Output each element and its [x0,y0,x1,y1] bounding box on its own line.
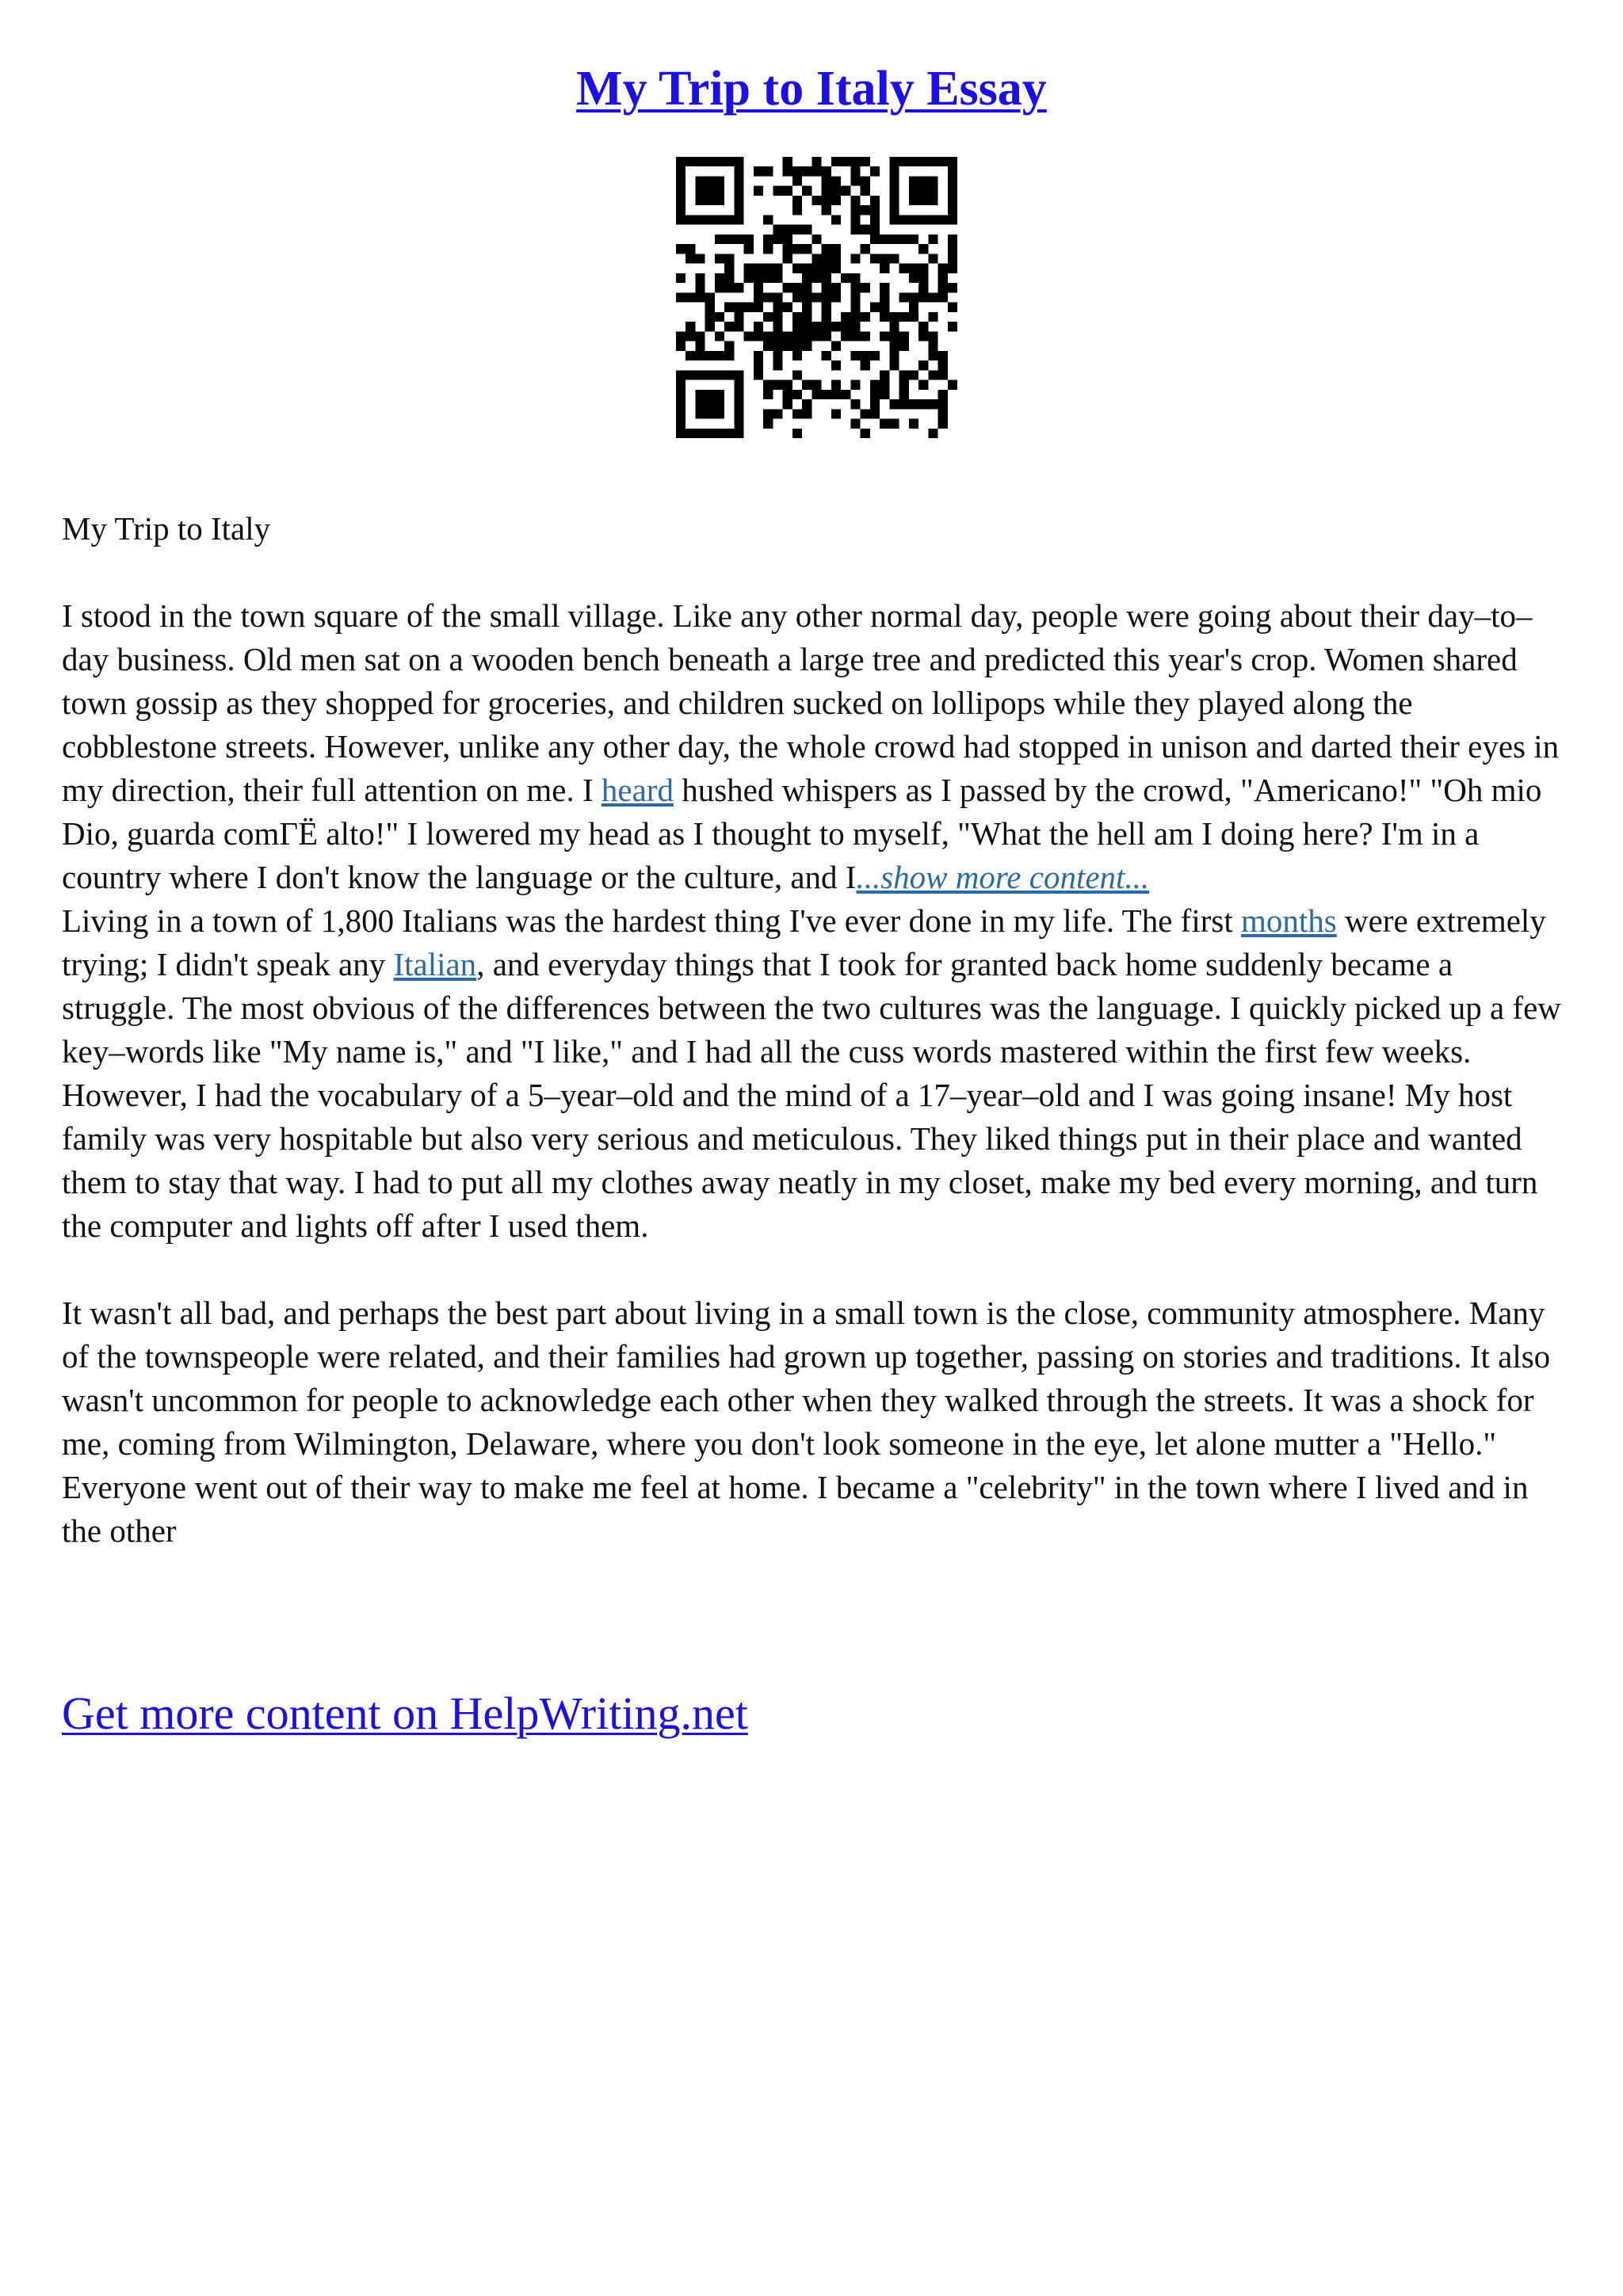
qr-code-graphic [676,157,957,438]
link-heard[interactable]: heard [601,772,674,808]
qr-code-icon [676,157,957,438]
title-link[interactable]: My Trip to Italy Essay [576,62,1047,116]
essay-body [62,507,1568,1553]
paragraph-2-text-b: were extremely trying; I didn't speak any [62,902,1546,982]
paragraph-1 [62,594,1568,899]
paragraph-3: It wasn't all bad, and perhaps the best part about living in a small town is the close, community atmosphere. Many of the townspeople were related, and their families had grown up together, passing on stories and traditions. It also wasn't uncommon for people to acknowledge each other when they walked through the streets. It was a shock for me, coming from Wilmington, Delaware, where you don't look someone in the eye, let alone mutter a "Hello." Everyone went out of their way to make me feel at home. I became a "celebrity" in the town where I lived and in the other [62,1295,1551,1549]
show-more-link[interactable]: ...show more content... [856,859,1150,895]
essay-heading: My Trip to Italy [62,510,271,547]
link-months[interactable]: months [1240,902,1337,939]
paragraph-1-text-b: hushed whispers as I passed by the crowd, "Americano!" "Oh mio Dio, guarda comΓË alto!" I lowered my head as I thought to myself, "What the hell am I doing here? I'm in a country where I don't know the language or the culture, and I [62,772,1542,895]
footer-cta [62,1686,748,1741]
link-italian[interactable]: Italian [393,946,477,982]
paragraph-2 [62,899,1568,1248]
get-more-content-link[interactable]: Get more content on HelpWriting.net [62,1688,748,1739]
paragraph-2-text-a: Living in a town of 1,800 Italians was the hardest thing I've ever done in my life. The first [62,902,1241,939]
paragraph-1-text-a: I stood in the town square of the small village. Like any other normal day, people were going about their day–to–day business. Old men sat on a wooden bench beneath a large tree and predicted this year's crop. Women shared town gossip as they shopped for groceries, and children sucked on lollipops while they played along the cobblestone streets. However, unlike any other day, the whole crowd had stopped in unison and darted their eyes in my direction, their full attention on me. I [62,597,1560,808]
paragraph-2-text-c: , and everyday things that I took for granted back home suddenly became a struggle. The most obvious of the differences between the two cultures was the language. I quickly picked up a few key–words like "My name is," and "I like," and I had all the cuss words mastered within the first few weeks. However, I had the vocabulary of a 5–year–old and the mind of a 17–year–old and I was going insane! My host family was very hospitable but also very serious and meticulous. They liked things put in their place and wanted them to stay that way. I had to put all my clothes away neatly in my closet, make my bed every morning, and turn the computer and lights off after I used them. [62,946,1561,1244]
page-title [0,57,1623,120]
